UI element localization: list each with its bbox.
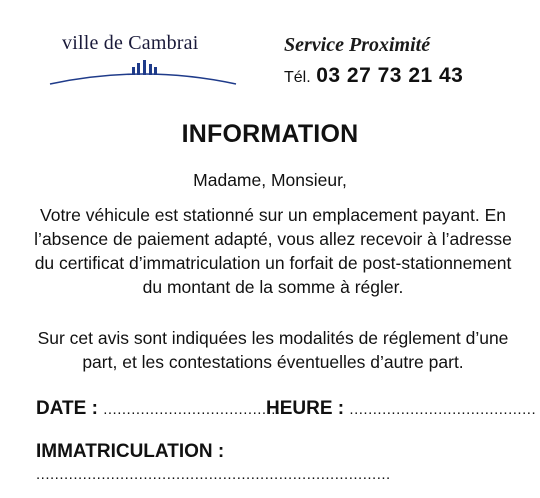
- phone-label: Tél.: [284, 69, 311, 86]
- date-field: [36, 398, 290, 420]
- immatriculation-label: IMMATRICULATION :: [36, 441, 225, 462]
- date-label: DATE :: [36, 398, 98, 419]
- immatriculation-blank: ............................................................................: [36, 466, 391, 483]
- greeting: Madame, Monsieur,: [193, 170, 347, 190]
- date-blank: ........................................: [103, 401, 290, 418]
- phone-line: [284, 64, 463, 88]
- notice-paragraph-2: Sur cet avis sont indiquées les modalités de réglement d’une part, et les contestations éventuelles d’autre part.: [37, 328, 509, 372]
- service-name: Service Proximité: [284, 34, 431, 56]
- immatriculation-field: [36, 441, 540, 485]
- notice-paragraph-1: Votre véhicule est stationné sur un emplacement payant. En l’absence de paiement adapté, vous allez recevoir à l’adresse du certificat d’immatriculation un forfait de post-stationnement du montant de la somme à régler.: [34, 205, 512, 297]
- notice-title: INFORMATION: [181, 120, 359, 148]
- heure-label: HEURE :: [266, 398, 345, 419]
- phone-number: 03 27 73 21 43: [316, 64, 464, 87]
- city-skyline-icon: [48, 58, 238, 88]
- cambrai-logo: [48, 28, 238, 94]
- heure-field: [266, 398, 536, 420]
- heure-blank: ........................................: [349, 401, 537, 418]
- logo-text: ville de Cambrai: [62, 32, 199, 54]
